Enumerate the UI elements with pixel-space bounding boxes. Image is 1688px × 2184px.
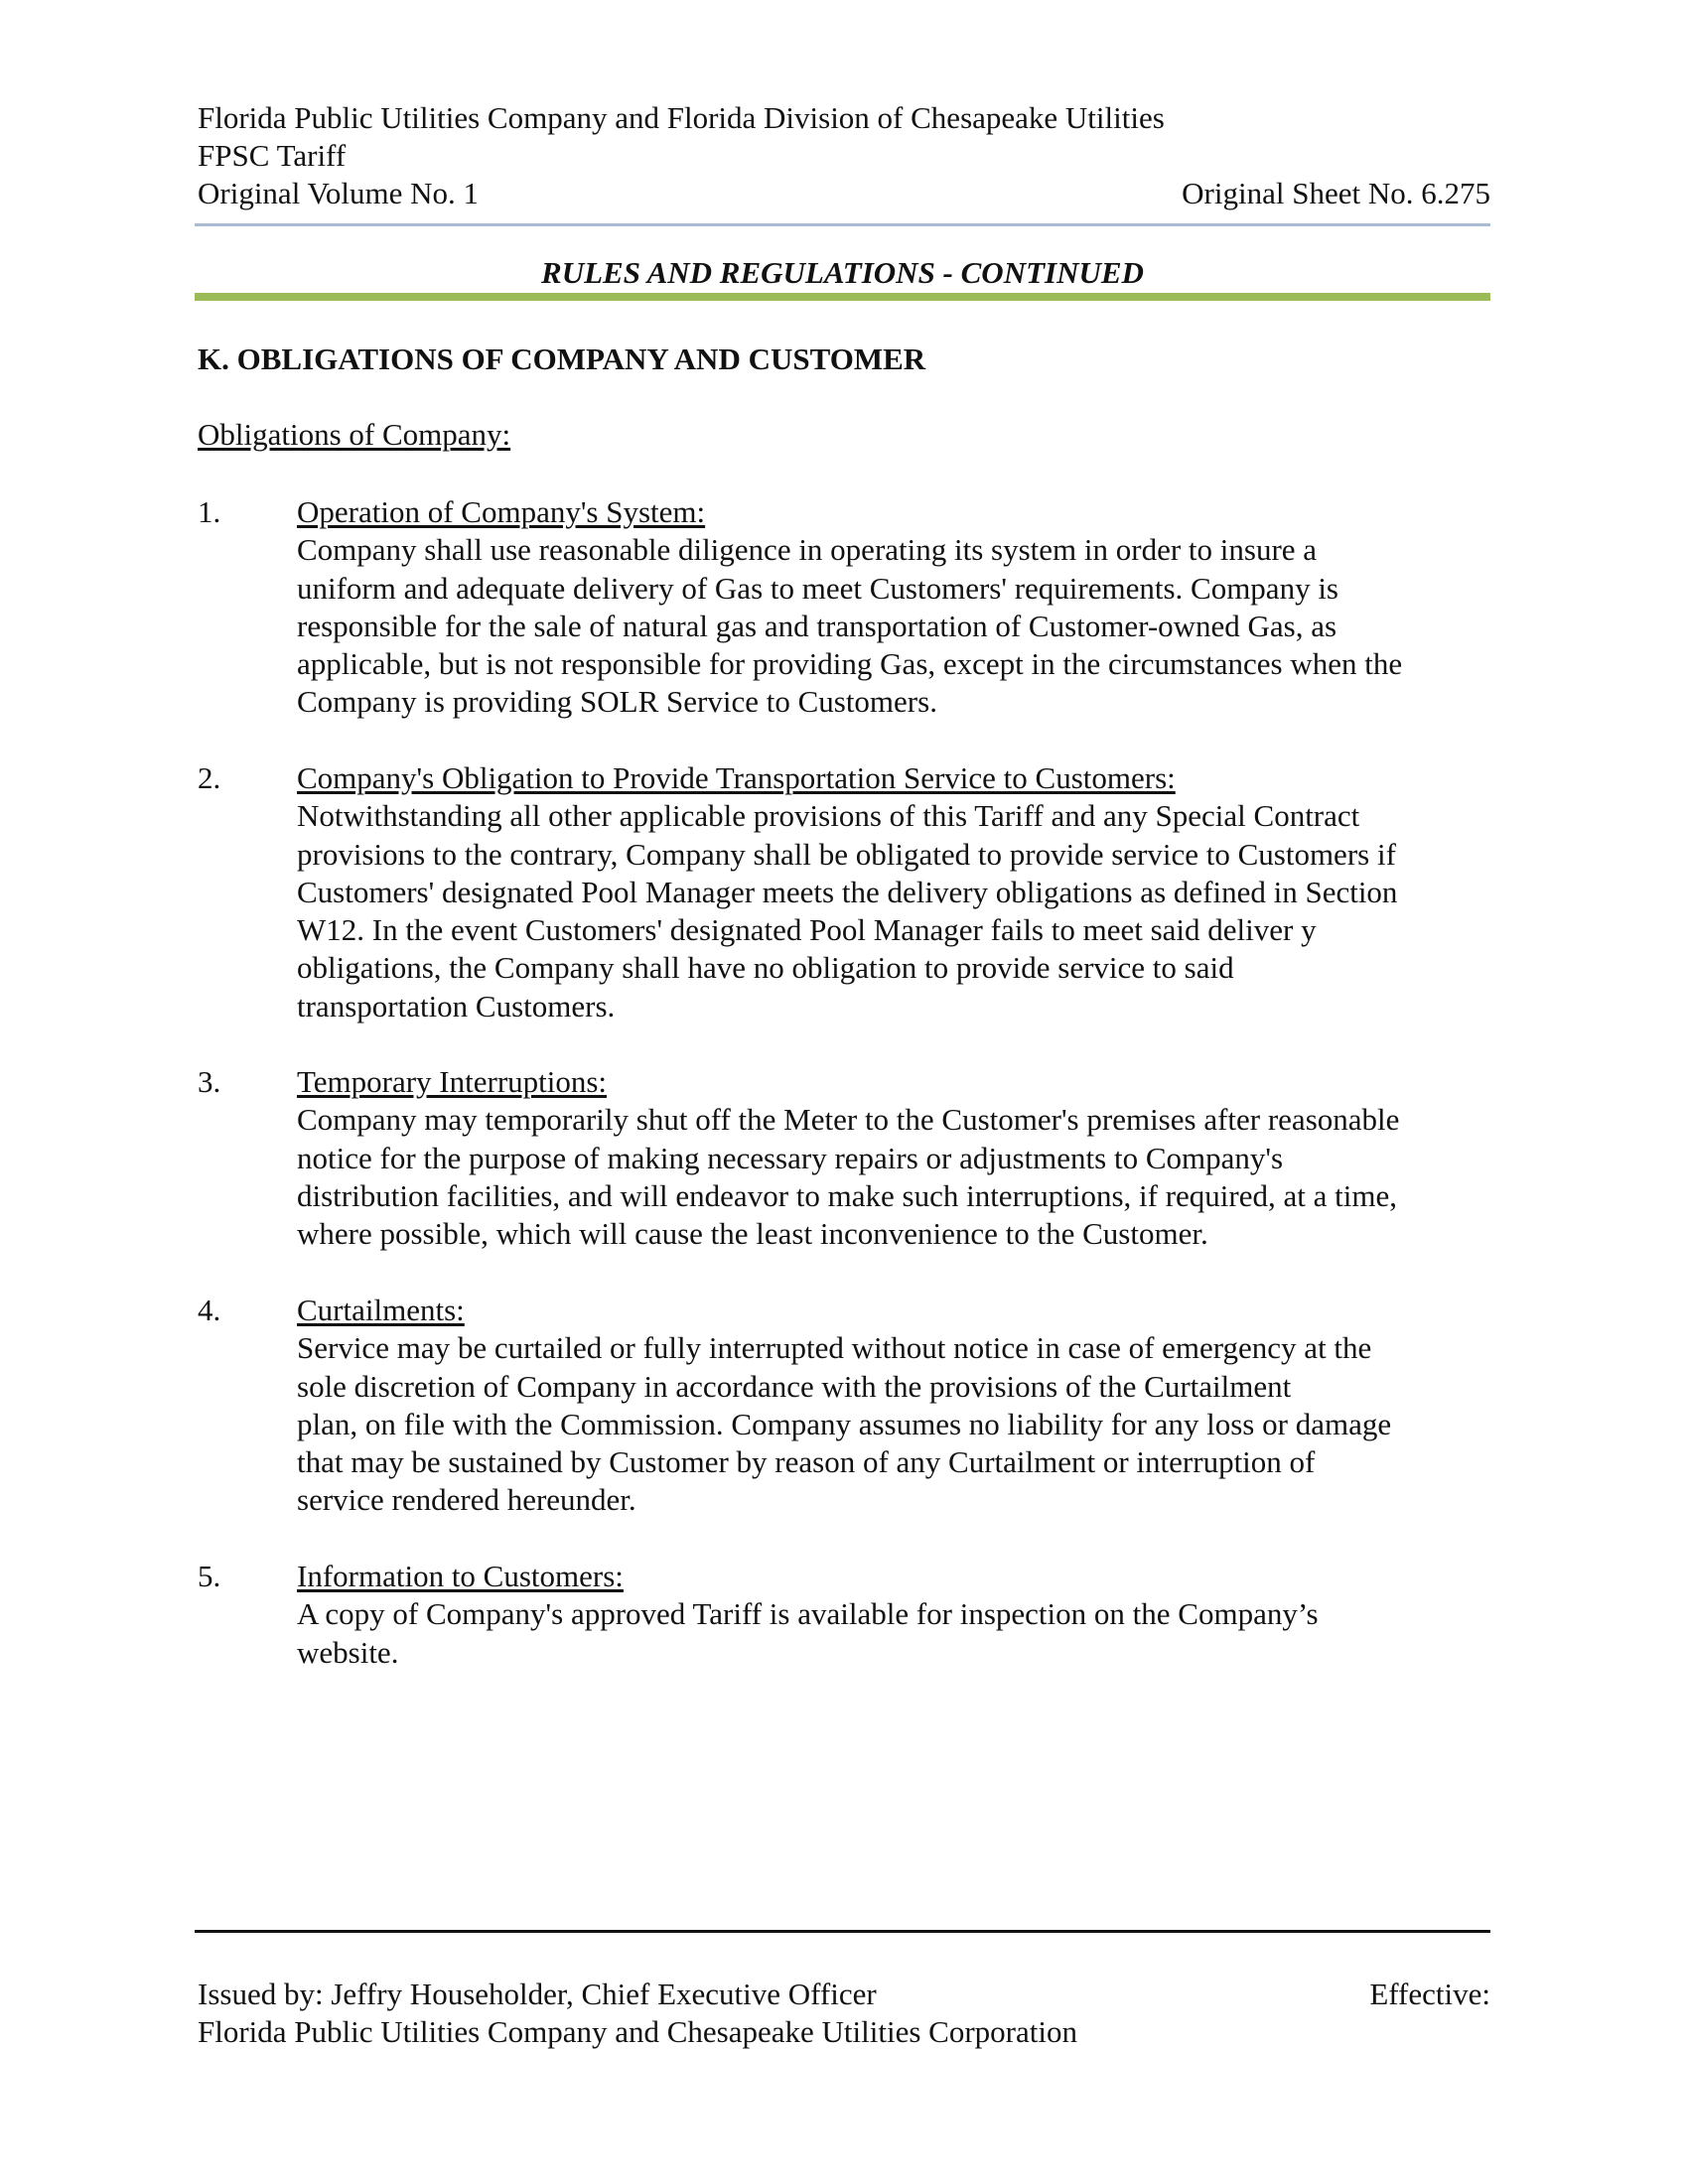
header-company-line: Florida Public Utilities Company and Florida Division of Chesapeake Utilities [198,100,1165,135]
item-text-line: website. [297,1634,399,1670]
item-number: 2. [198,760,221,795]
item-text-line: Notwithstanding all other applicable provisions of this Tariff and any Special Contract [297,798,1360,834]
footer-effective: Effective: [1369,1977,1490,2011]
item-text-line: uniform and adequate delivery of Gas to meet Customers' requirements. Company is [297,570,1338,606]
item-body [297,493,1488,722]
item-text-line: plan, on file with the Commission. Company assumes no liability for any loss or damage [297,1406,1392,1441]
item-body [297,1292,1488,1520]
item-text-line: Company shall use reasonable diligence in operating its system in order to insure a [297,532,1318,568]
header-divider [195,223,1490,226]
item-text-line: transportation Customers. [297,988,616,1024]
item-text-line: Service may be curtailed or fully interrupted without notice in case of emergency at the [297,1330,1372,1366]
section-divider [195,293,1490,301]
item-text-line: Company may temporarily shut off the Meter to the Customer's premises after reasonable [297,1102,1400,1138]
item-text-line: W12. In the event Customers' designated Pool Manager fails to meet said deliver y [297,912,1317,948]
item-title: Curtailments: [297,1293,465,1327]
item-text-line: where possible, which will cause the least inconvenience to the Customer. [297,1216,1208,1252]
header-tariff-line: FPSC Tariff [198,138,347,173]
item-text-line: responsible for the sale of natural gas and transportation of Customer-owned Gas, as [297,608,1337,643]
header-sheet-number: Original Sheet No. 6.275 [1182,176,1490,210]
footer-issued-by: Issued by: Jeffry Householder, Chief Executive Officer [198,1977,877,2011]
header-volume: Original Volume No. 1 [198,176,480,210]
item-body [297,1063,1488,1253]
item-title: Temporary Interruptions: [297,1064,608,1099]
item-text-line: applicable, but is not responsible for providing Gas, except in the circumstances when the [297,646,1403,682]
item-text-line: provisions to the contrary, Company shall be obligated to provide service to Customers if [297,836,1396,872]
footer-company: Florida Public Utilities Company and Chesapeake Utilities Corporation [198,2014,1077,2049]
section-heading: K. OBLIGATIONS OF COMPANY AND CUSTOMER [198,341,926,376]
item-text-line: distribution facilities, and will endeavor to make such interruptions, if required, at a time, [297,1177,1397,1213]
item-text-line: that may be sustained by Customer by reason of any Curtailment or interruption of [297,1444,1316,1480]
item-text-line: obligations, the Company shall have no obligation to provide service to said [297,950,1234,986]
subheading: Obligations of Company: [198,417,511,452]
item-number: 1. [198,494,221,529]
section-title: RULES AND REGULATIONS - CONTINUED [541,255,1144,290]
footer-divider [195,1930,1490,1933]
item-body [297,1558,1488,1672]
item-title: Company's Obligation to Provide Transportation Service to Customers: [297,760,1176,795]
item-text-line: A copy of Company's approved Tariff is available for inspection on the Company’s [297,1596,1319,1632]
item-title: Information to Customers: [297,1559,624,1593]
item-number: 5. [198,1559,221,1593]
item-text-line: notice for the purpose of making necessary repairs or adjustments to Company's [297,1140,1284,1175]
item-title: Operation of Company's System: [297,494,706,529]
item-number: 3. [198,1064,221,1099]
item-number: 4. [198,1293,221,1327]
item-text-line: Company is providing SOLR Service to Customers. [297,684,937,720]
item-text-line: service rendered hereunder. [297,1482,636,1518]
item-body [297,759,1488,1025]
item-text-line: sole discretion of Company in accordance with the provisions of the Curtailment [297,1368,1292,1404]
item-text-line: Customers' designated Pool Manager meets the delivery obligations as defined in Section [297,874,1398,909]
